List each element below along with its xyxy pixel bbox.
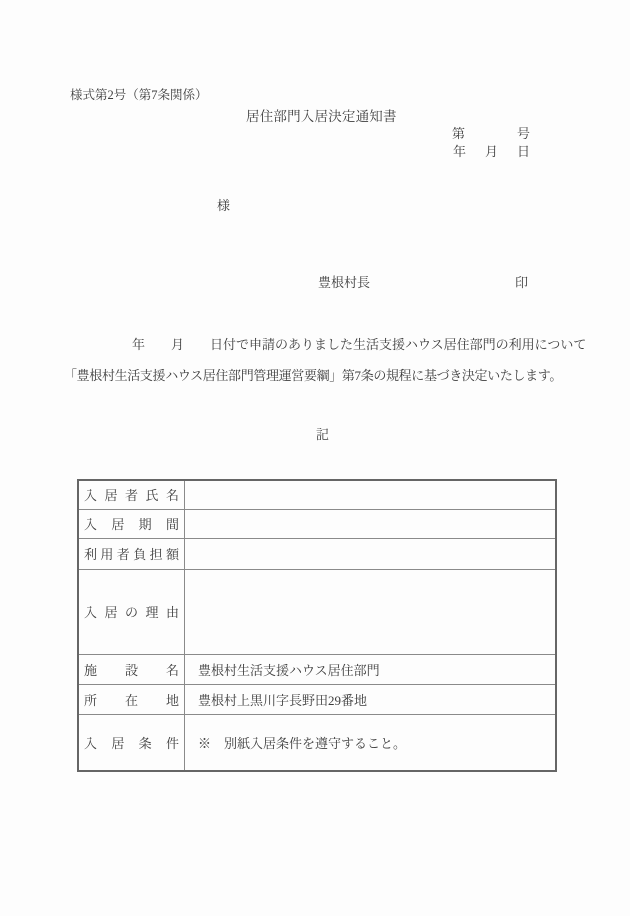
table-row-resident-name (78, 480, 556, 509)
address-label: 所在地 (84, 692, 179, 708)
table-row-user-charge (78, 538, 556, 569)
resident-name-value-cell (185, 480, 557, 509)
table-row-address (78, 684, 556, 714)
residence-period-value-cell (185, 509, 557, 538)
detail-table (77, 479, 557, 772)
table-row-residence-period (78, 509, 556, 538)
conditions-label-cell (78, 714, 185, 771)
reason-label-cell (78, 569, 185, 654)
reason-label: 入居の理由 (84, 605, 179, 620)
resident-name-label-cell (78, 480, 185, 509)
record-marker: 記 (316, 427, 330, 442)
conditions-label: 入居条件 (84, 735, 179, 751)
conditions-value-cell: ※ 別紙入居条件を遵守すること。 (185, 714, 557, 771)
body-text-line-2: 「豊根村生活支援ハウス居住部門管理運営要綱」第7条の規程に基づき決定いたします。 (64, 368, 563, 383)
user-charge-label-cell (78, 538, 185, 569)
residence-period-label-cell (78, 509, 185, 538)
table-row-conditions (78, 714, 556, 771)
document-title: 居住部門入居決定通知書 (246, 109, 397, 124)
seal-placeholder: 印 (515, 275, 529, 290)
issuer-name: 豊根村長 (318, 275, 371, 290)
table-row-facility-name (78, 654, 556, 684)
reason-value-cell (185, 569, 557, 654)
residence-period-label: 入居期間 (84, 517, 179, 532)
facility-name-label: 施設名 (84, 662, 179, 678)
facility-name-value-cell: 豊根村生活支援ハウス居住部門 (185, 654, 557, 684)
body-text-line-1: 年 月 日付で申請のありました生活支援ハウス居住部門の利用について (132, 337, 587, 352)
form-number: 様式第2号（第7条関係） (70, 88, 208, 102)
document-date-line: 年 月 日 (452, 144, 533, 159)
address-value-cell: 豊根村上黒川字長野田29番地 (185, 684, 557, 714)
user-charge-value-cell (185, 538, 557, 569)
facility-name-label-cell (78, 654, 185, 684)
user-charge-label: 利用者負担額 (84, 547, 179, 562)
address-label-cell (78, 684, 185, 714)
resident-name-label: 入居者氏名 (84, 488, 179, 504)
table-row-reason (78, 569, 556, 654)
document-number-line: 第 号 (451, 126, 530, 141)
addressee-honorific: 様 (217, 198, 231, 213)
